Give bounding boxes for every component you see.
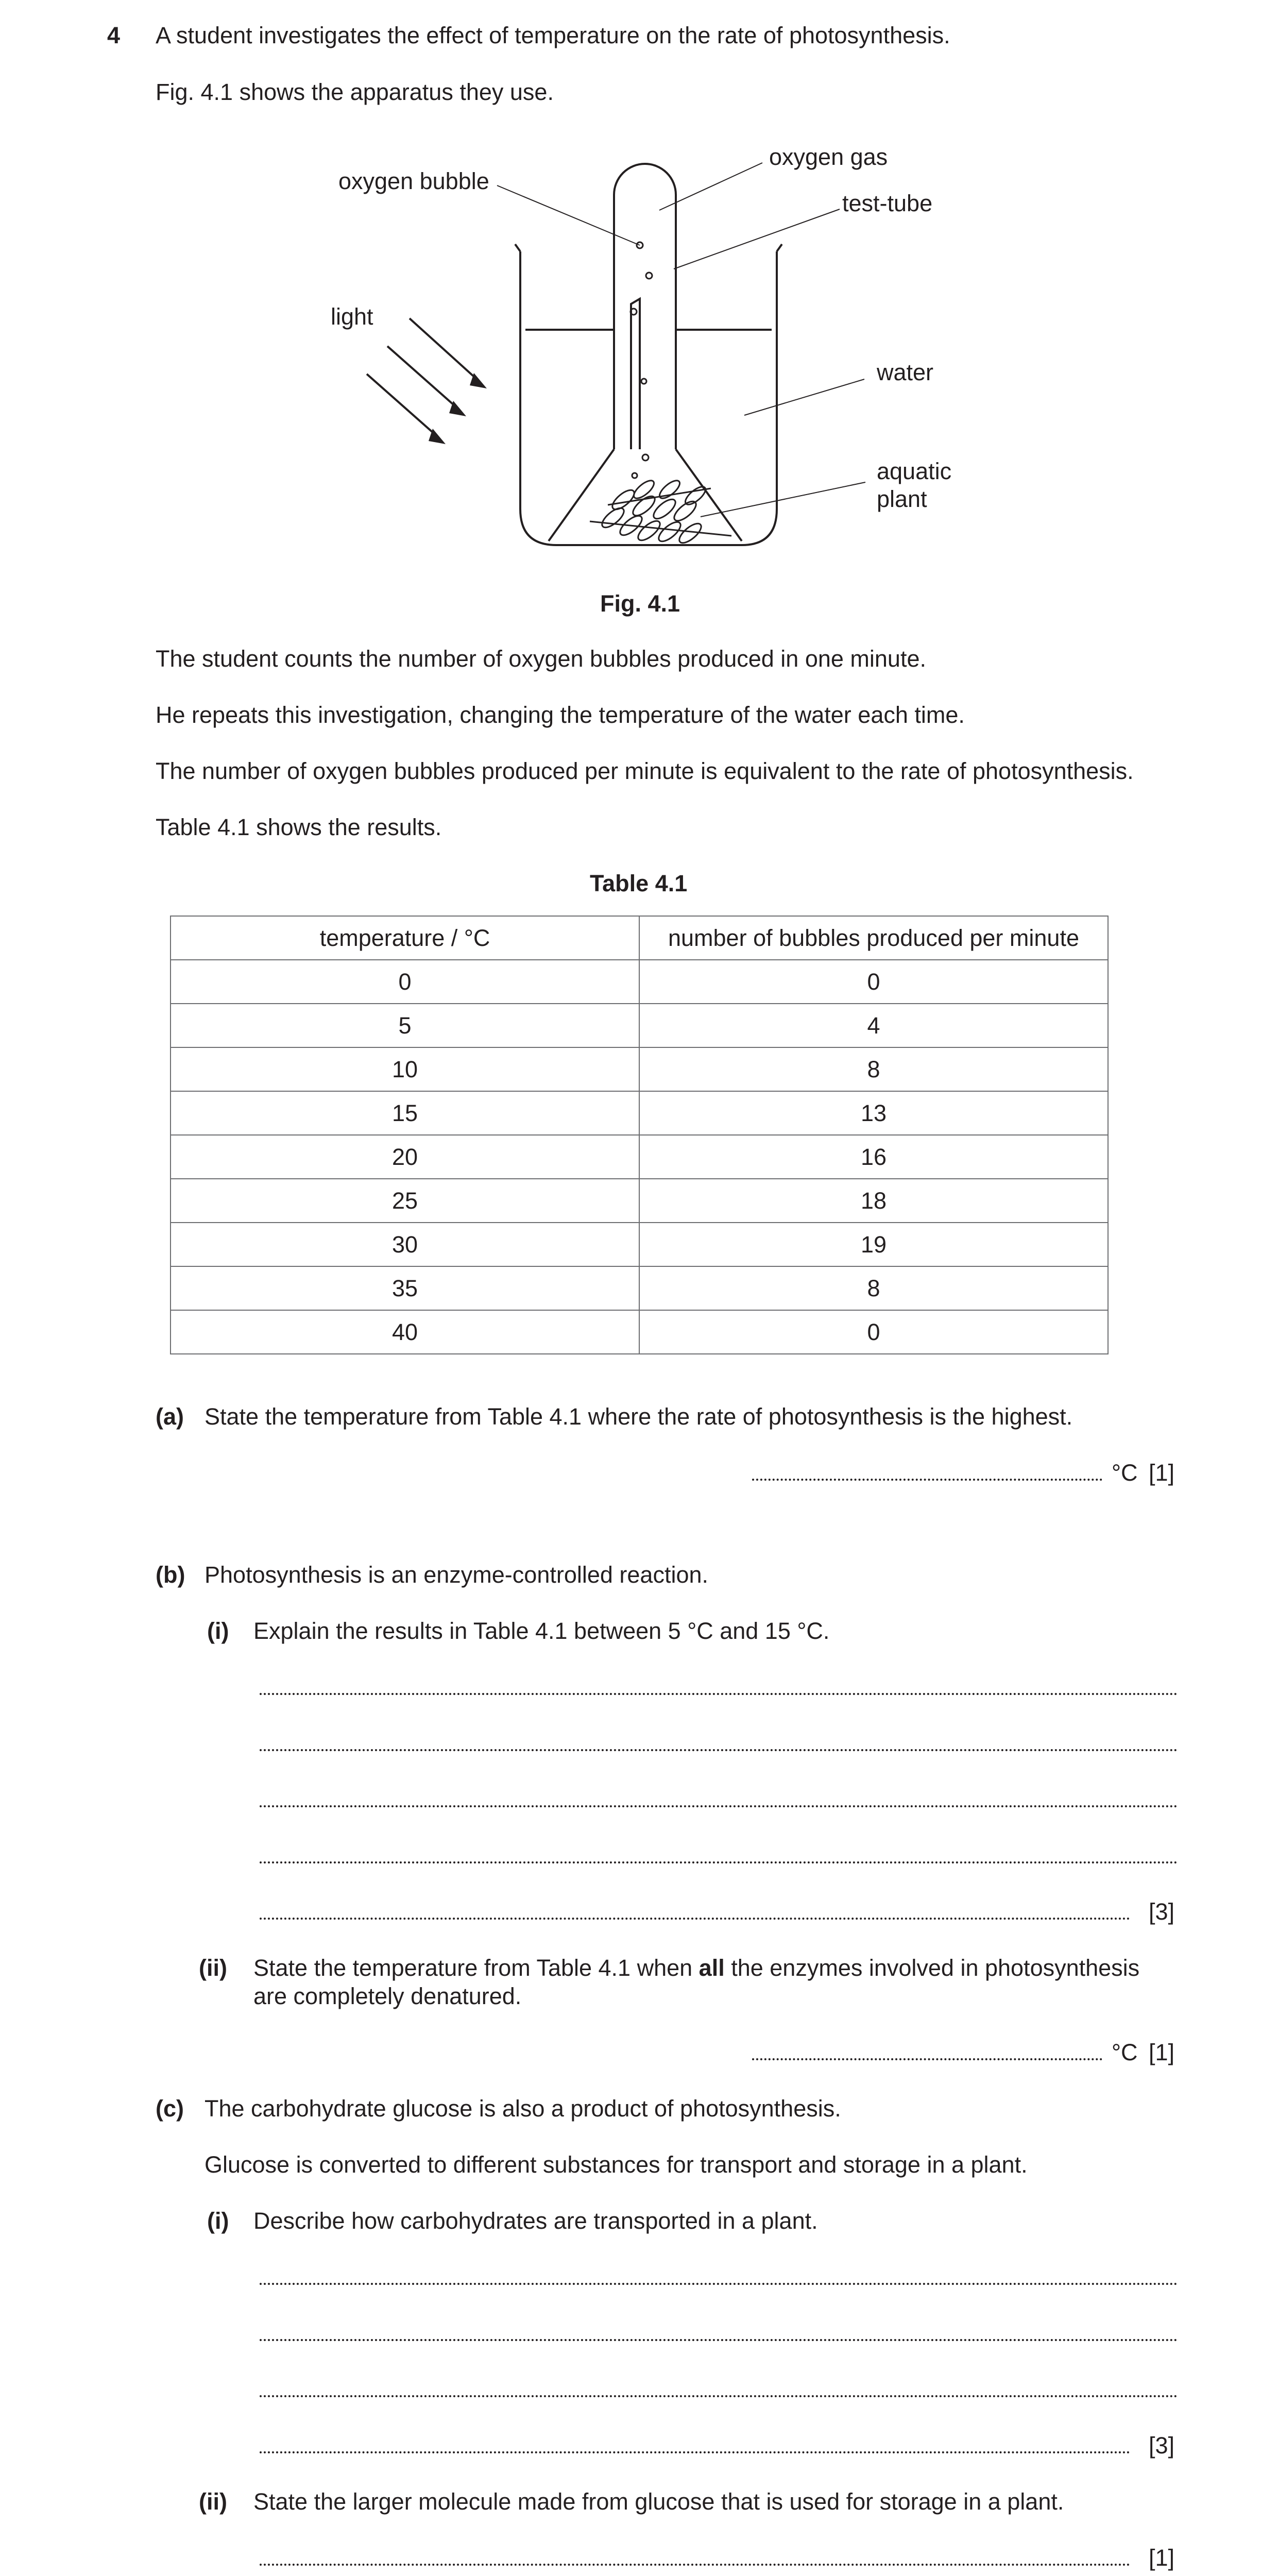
temperature-cell: 10 [171, 1047, 639, 1091]
temperature-cell: 30 [171, 1223, 639, 1266]
bubbles-cell: 19 [639, 1223, 1108, 1266]
temperature-cell: 20 [171, 1135, 639, 1179]
bubbles-cell: 0 [639, 960, 1108, 1004]
figure-intro: Fig. 4.1 shows the apparatus they use. [156, 79, 554, 105]
part-c-i-marks: [3] [1149, 2432, 1175, 2459]
bubbles-cell: 0 [639, 1310, 1108, 1354]
header-bubbles: number of bubbles produced per minute [639, 916, 1108, 960]
part-a-answer-line[interactable] [752, 1479, 1102, 1481]
paragraph-4: Table 4.1 shows the results. [156, 814, 442, 840]
paragraph-2: He repeats this investigation, changing the temperature of the water each time. [156, 702, 965, 728]
part-c-ii-answer-line[interactable] [260, 2564, 1130, 2566]
figure-caption: Fig. 4.1 [600, 590, 680, 617]
part-c-i-answer-line-2[interactable] [260, 2339, 1178, 2341]
table-row [171, 1310, 1108, 1354]
bubbles-cell: 18 [639, 1179, 1108, 1223]
part-b-i-answer-line-4[interactable] [260, 1861, 1178, 1863]
label-aquatic: aquatic [877, 458, 952, 484]
table-header-row [171, 916, 1108, 960]
table-row [171, 1266, 1108, 1310]
part-a-question: State the temperature from Table 4.1 where the rate of photosynthesis is the highest. [205, 1403, 1073, 1430]
part-b-ii-text-bold: all [698, 1955, 725, 1981]
funnel [631, 299, 640, 449]
part-c-i-question: Describe how carbohydrates are transported in a plant. [253, 2208, 818, 2234]
part-b-ii-label: (ii) [199, 1955, 227, 1981]
temperature-cell: 25 [171, 1179, 639, 1223]
part-c-ii-question: State the larger molecule made from glucose that is used for storage in a plant. [253, 2488, 1064, 2515]
part-b-i-question: Explain the results in Table 4.1 between 5 °C and 15 °C. [253, 1618, 830, 1644]
part-b-i-answer-line-5[interactable] [260, 1918, 1130, 1920]
bubbles-cell: 4 [639, 1004, 1108, 1047]
part-b-ii-unit: °C [1112, 2039, 1138, 2065]
part-b-ii-text-after: the enzymes involved in photosynthesis [724, 1955, 1140, 1981]
label-oxygen-bubble: oxygen bubble [338, 168, 489, 194]
apparatus-diagram [288, 134, 999, 577]
label-oxygen-gas: oxygen gas [769, 144, 888, 170]
temperature-cell: 5 [171, 1004, 639, 1047]
bubbles-cell: 16 [639, 1135, 1108, 1179]
table-row [171, 1004, 1108, 1047]
part-c-ii-marks: [1] [1149, 2545, 1175, 2571]
paragraph-3: The number of oxygen bubbles produced per minute is equivalent to the rate of photosynthesis. [156, 758, 1134, 784]
header-temperature: temperature / °C [171, 916, 639, 960]
part-c-label: (c) [156, 2095, 184, 2122]
beaker [520, 251, 777, 545]
table-row [171, 1223, 1108, 1266]
oxygen-bubbles [631, 242, 652, 478]
table-row [171, 1091, 1108, 1135]
part-b-i-answer-line-3[interactable] [260, 1805, 1178, 1807]
part-a-unit: °C [1112, 1460, 1138, 1486]
part-b-ii-marks: [1] [1149, 2039, 1175, 2065]
part-c-i-answer-line-3[interactable] [260, 2395, 1178, 2397]
table-row [171, 1047, 1108, 1091]
part-b-i-label: (i) [207, 1618, 229, 1644]
label-test-tube: test-tube [842, 190, 933, 216]
table-row [171, 960, 1108, 1004]
part-c-ii-label: (ii) [199, 2488, 227, 2515]
question-intro: A student investigates the effect of temperature on the rate of photosynthesis. [156, 22, 950, 48]
table-row [171, 1135, 1108, 1179]
table-caption: Table 4.1 [590, 870, 688, 896]
part-c-i-answer-line-1[interactable] [260, 2283, 1178, 2285]
table-row [171, 1179, 1108, 1223]
label-plant: plant [877, 486, 927, 512]
part-c-statement: The carbohydrate glucose is also a product of photosynthesis. [205, 2095, 841, 2122]
label-light: light [331, 303, 373, 330]
label-water: water [877, 359, 934, 385]
temperature-cell: 0 [171, 960, 639, 1004]
part-a-label: (a) [156, 1403, 184, 1430]
part-b-i-answer-line-1[interactable] [260, 1693, 1178, 1695]
part-b-label: (b) [156, 1562, 185, 1588]
aquatic-plant [590, 478, 731, 546]
temperature-cell: 35 [171, 1266, 639, 1310]
part-b-i-answer-line-2[interactable] [260, 1749, 1178, 1751]
part-a-marks: [1] [1149, 1460, 1175, 1486]
part-b-i-marks: [3] [1149, 1899, 1175, 1925]
bubbles-cell: 8 [639, 1047, 1108, 1091]
part-b-ii-question-line2: are completely denatured. [253, 1983, 522, 2009]
temperature-cell: 15 [171, 1091, 639, 1135]
question-number: 4 [107, 22, 121, 48]
paragraph-1: The student counts the number of oxygen bubbles produced in one minute. [156, 646, 926, 672]
bubbles-cell: 13 [639, 1091, 1108, 1135]
temperature-cell: 40 [171, 1310, 639, 1354]
part-c-statement-2: Glucose is converted to different substances for transport and storage in a plant. [205, 2151, 1028, 2178]
part-b-ii-answer-line[interactable] [752, 2058, 1102, 2060]
part-b-statement: Photosynthesis is an enzyme-controlled reaction. [205, 1562, 709, 1588]
results-table [170, 916, 1109, 1354]
part-b-ii-text-before: State the temperature from Table 4.1 when [253, 1955, 699, 1981]
part-c-i-label: (i) [207, 2208, 229, 2234]
part-c-i-answer-line-4[interactable] [260, 2451, 1130, 2453]
part-b-ii-question [253, 1954, 1139, 1982]
bubbles-cell: 8 [639, 1266, 1108, 1310]
